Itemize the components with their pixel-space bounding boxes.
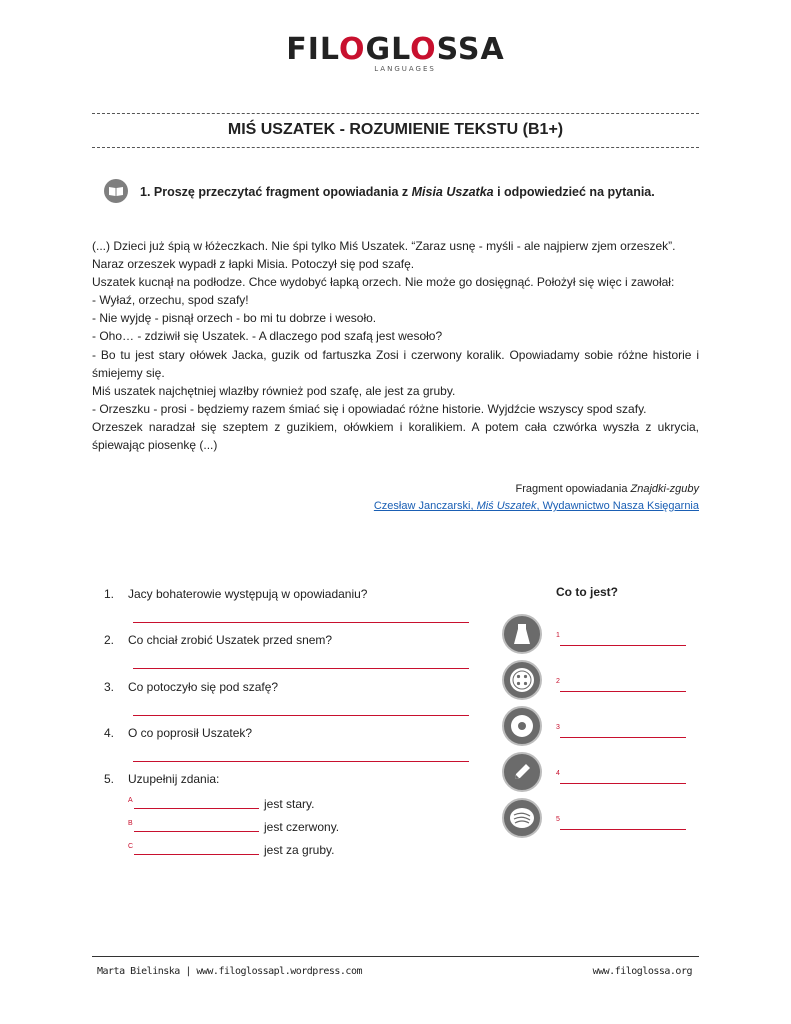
fill-line[interactable] <box>134 854 259 855</box>
passage-paragraph: Orzeszek naradzał się szeptem z guzikiem, ołówkiem i koralikiem. A potem cała czwórka wyszła z ukrycia, śpiewając piosenkę (...) <box>92 419 699 453</box>
answer-line[interactable] <box>133 622 469 623</box>
picture-answer-line[interactable] <box>560 691 686 692</box>
source-caption: Fragment opowiadania Znajdki-zguby <box>515 483 699 495</box>
nut-icon <box>502 798 542 838</box>
fill-line[interactable] <box>134 831 259 832</box>
picture-answer-line[interactable] <box>560 783 686 784</box>
fill-line[interactable] <box>134 808 259 809</box>
picture-answer-line[interactable] <box>560 737 686 738</box>
bead-icon <box>502 706 542 746</box>
task-instruction: 1. Proszę przeczytać fragment opowiadania z Misia Uszatka i odpowiedzieć na pytania. <box>140 185 655 199</box>
book-icon <box>104 179 128 203</box>
fill-tail: jest czerwony. <box>264 820 340 834</box>
divider-top <box>92 113 699 114</box>
answer-line[interactable] <box>133 761 469 762</box>
answer-line[interactable] <box>133 668 469 669</box>
passage-paragraph: - Oho… - zdziwił się Uszatek. - A dlaczego pod szafą jest wesoło? <box>92 329 443 344</box>
question-text: O co poprosił Uszatek? <box>128 726 253 740</box>
passage-paragraph: - Nie wyjdę - pisnął orzech - bo mi tu dobrze i wesoło. <box>92 311 377 326</box>
source-link[interactable]: Czesław Janczarski, Miś Uszatek, Wydawnictwo Nasza Księgarnia <box>373 500 699 512</box>
question-number: 3. <box>104 680 115 694</box>
passage-paragraph: - Bo tu jest stary ołówek Jacka, guzik od fartuszka Zosi i czerwony koralik. Opowiadamy sobie różne historie i śmiejemy się. <box>92 347 699 380</box>
picture-answer-line[interactable] <box>560 829 686 830</box>
logo <box>0 32 791 73</box>
picture-number: 3 <box>556 724 560 731</box>
button-icon <box>502 660 542 700</box>
picture-number: 4 <box>556 770 560 777</box>
question-text: Co chciał zrobić Uszatek przed snem? <box>128 633 333 647</box>
logo-subtitle: LANGUAGES <box>374 65 436 73</box>
divider-bottom <box>92 147 699 148</box>
footer-website: www.filoglossa.org <box>592 966 692 977</box>
fill-tail: jest za gruby. <box>264 843 335 857</box>
question-number: 5. <box>104 772 115 786</box>
passage-paragraph: - Orzeszku - prosi - będziemy razem śmiać się i opowiadać różne historie. Wyjdźcie wszyscy spod szafy. <box>92 401 647 416</box>
answer-line[interactable] <box>133 715 469 716</box>
fill-letter: B <box>128 820 133 827</box>
picture-number: 1 <box>556 632 560 639</box>
picture-number: 5 <box>556 816 560 823</box>
reading-passage <box>92 237 699 454</box>
picture-quiz-title: Co to jest? <box>556 585 618 599</box>
page-title: MIŚ USZATEK - ROZUMIENIE TEKSTU (B1+) <box>227 121 564 138</box>
question-number: 2. <box>104 633 115 647</box>
passage-paragraph: Uszatek kucnął na podłodze. Chce wydobyć łapką orzech. Nie może go dosięgnąć. Położył się więc i zawołał: <box>92 275 675 290</box>
question-number: 4. <box>104 726 115 740</box>
pencil-icon <box>502 752 542 792</box>
footer-author: Marta Bielinska | www.filoglossapl.wordpress.com <box>97 966 362 977</box>
apron-icon <box>502 614 542 654</box>
passage-paragraph: Naraz orzeszek wypadł z łapki Misia. Potoczył się pod szafę. <box>92 257 415 272</box>
fill-letter: C <box>128 843 134 850</box>
question-number: 1. <box>104 587 115 601</box>
fill-letter: A <box>128 797 133 804</box>
picture-answer-line[interactable] <box>560 645 686 646</box>
question-text: Co potoczyło się pod szafę? <box>128 680 279 694</box>
question-text: Uzupełnij zdania: <box>128 772 220 786</box>
passage-paragraph: - Wyłaź, orzechu, spod szafy! <box>92 293 249 308</box>
footer-divider <box>92 956 699 957</box>
question-text: Jacy bohaterowie występują w opowiadaniu? <box>128 587 368 601</box>
logo-wordmark: FILOGLOSSA LANGUAGES <box>286 32 505 73</box>
passage-paragraph: (...) Dzieci już śpią w łóżeczkach. Nie śpi tylko Miś Uszatek. “Zaraz usnę - myśli - ale najpierw zjem orzeszek”. <box>92 239 676 253</box>
picture-number: 2 <box>556 678 560 685</box>
fill-tail: jest stary. <box>264 797 315 811</box>
passage-paragraph: Miś uszatek najchętniej wlazłby również pod szafę, ale jest za gruby. <box>92 383 456 398</box>
